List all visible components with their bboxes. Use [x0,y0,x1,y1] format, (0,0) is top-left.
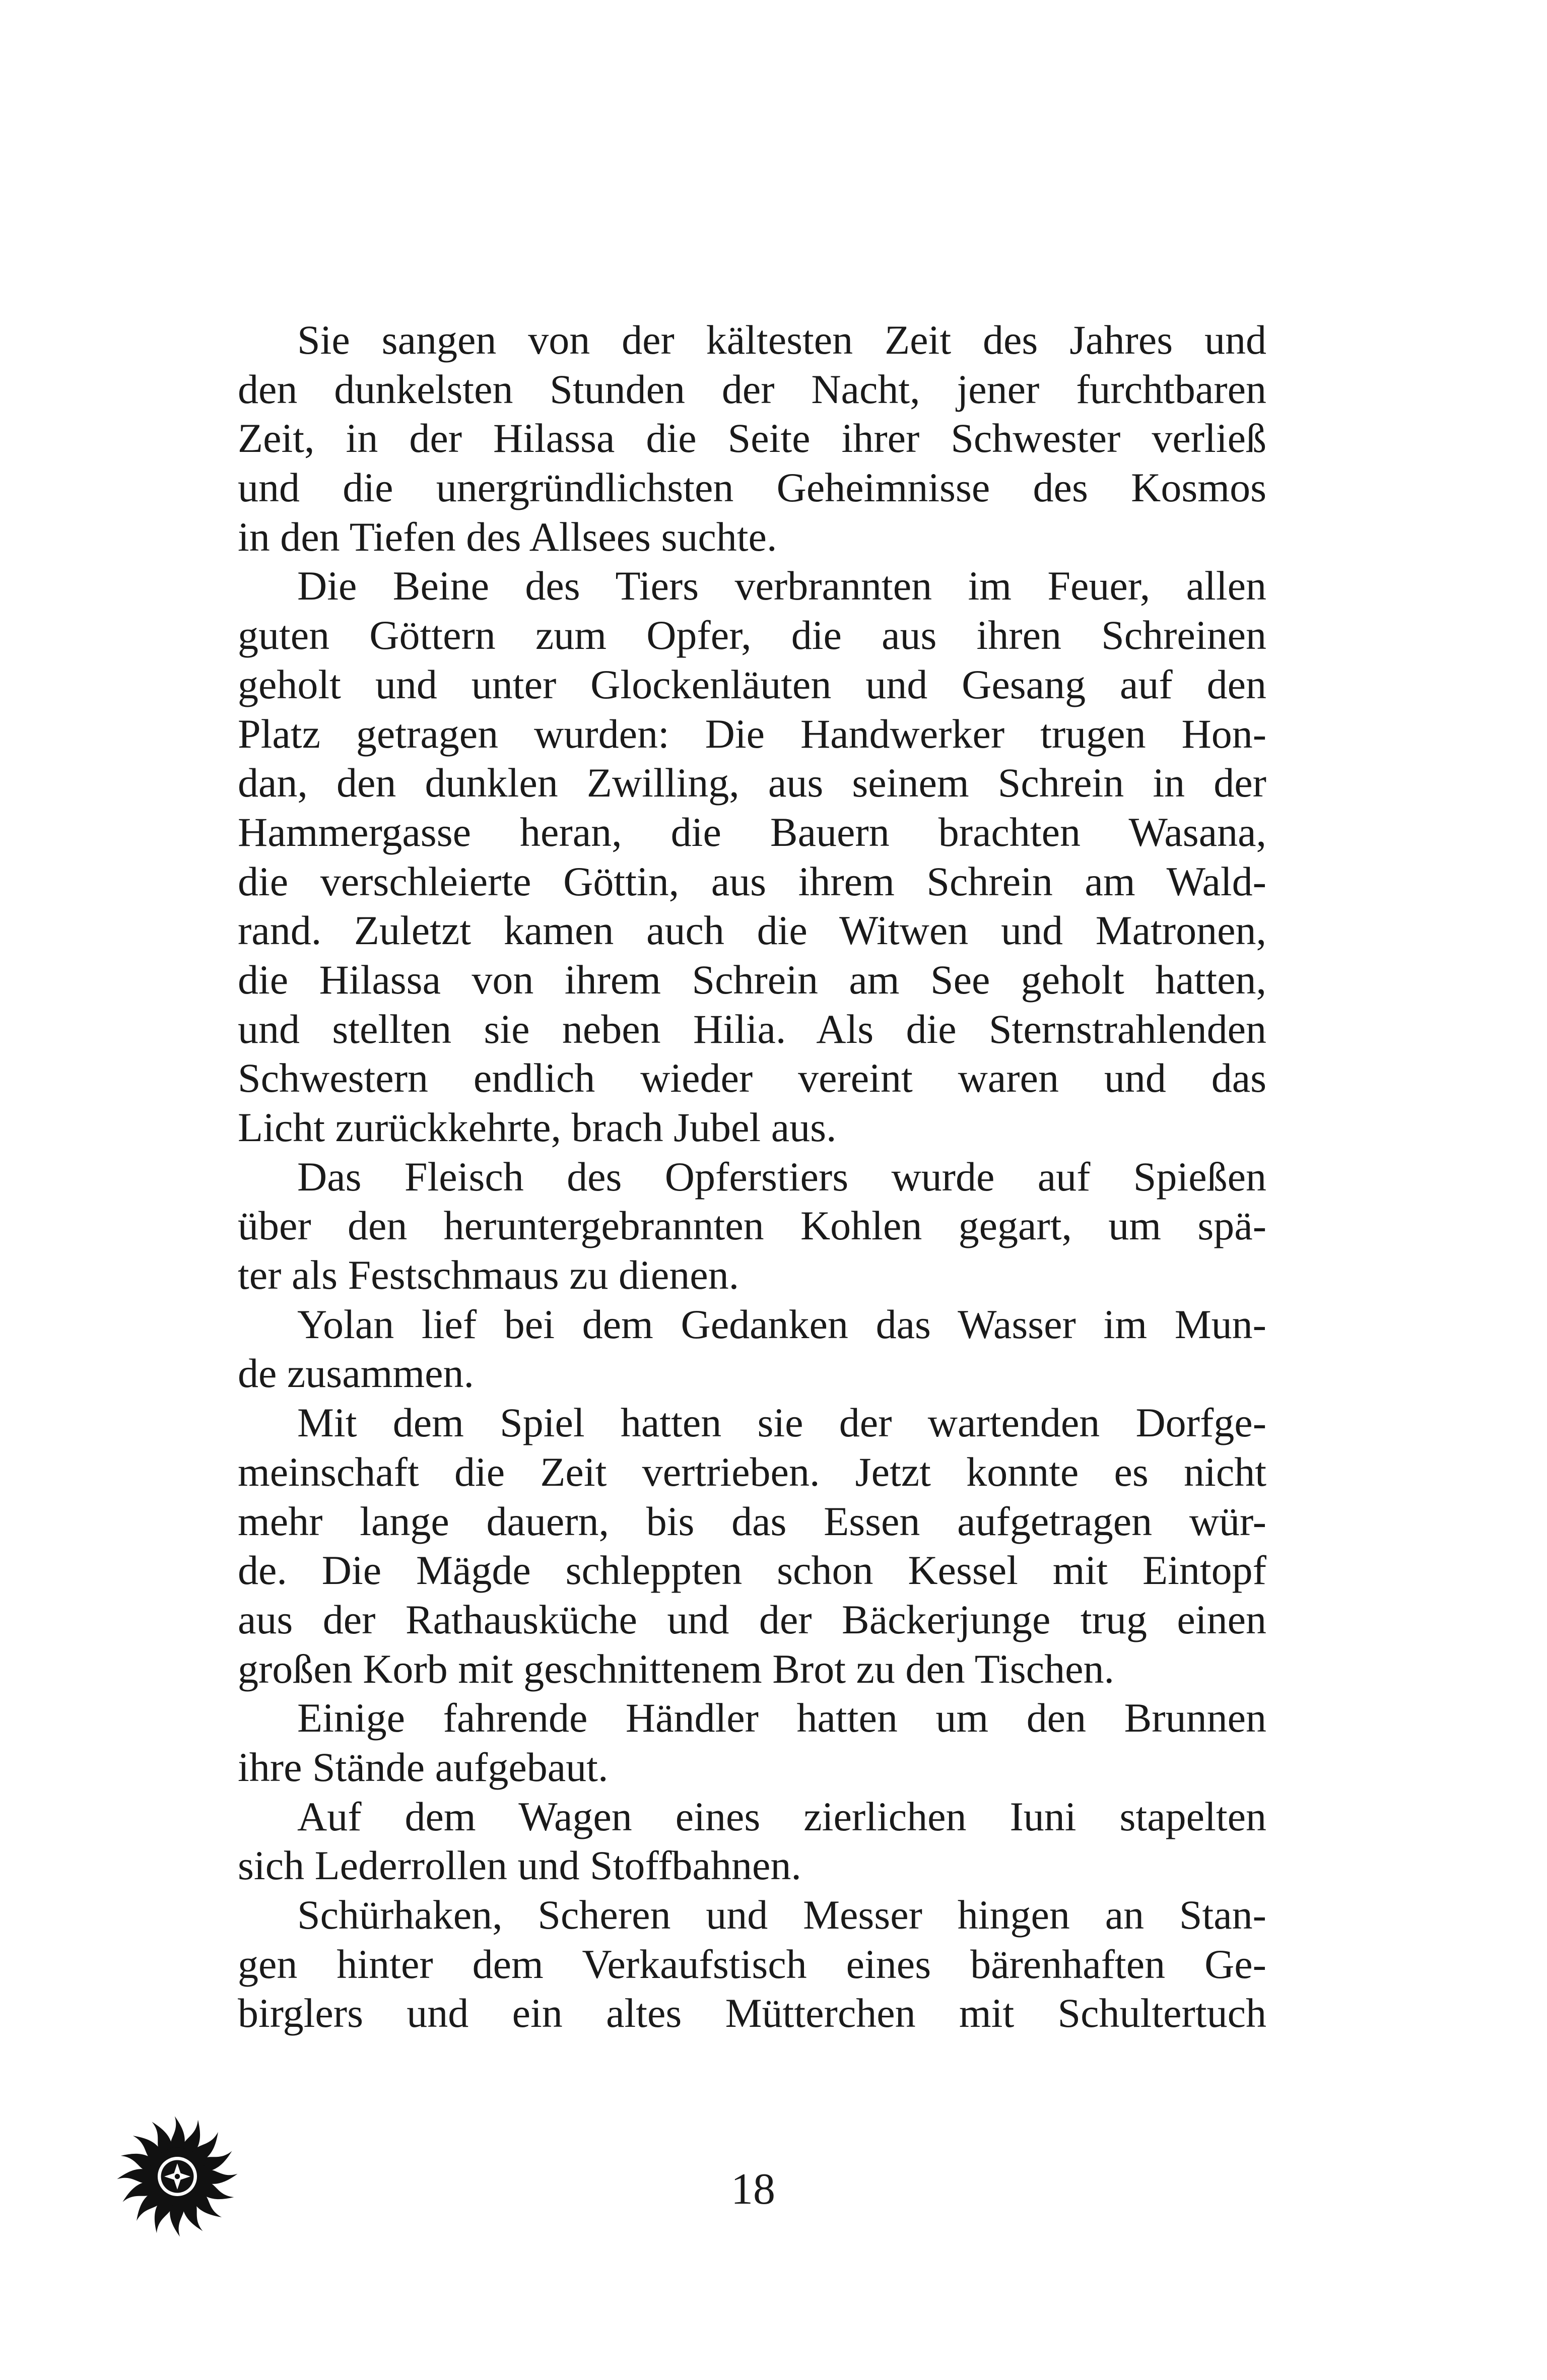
text-line: den dunkelsten Stunden der Nacht, jener furchtbaren [238,366,1266,412]
text-line: großen Korb mit geschnittenem Brot zu den Tischen. [238,1645,1114,1692]
ornament-ray [170,2203,184,2237]
text-line: Platz getragen wurden: Die Handwerker trugen Hon- [238,710,1266,757]
text-line: Licht zurückkehrte, brach Jubel aus. [238,1104,837,1150]
text-line: Die Beine des Tiers verbrannten im Feuer, allen [297,563,1266,609]
text-line: de. Die Mägde schleppten schon Kessel mit Eintopf [238,1547,1266,1594]
text-line: in den Tiefen des Allsees suchte. [238,513,777,560]
text-line: die Hilassa von ihrem Schrein am See geholt hatten, [238,956,1266,1003]
text-line: sich Lederrollen und Stoffbahnen. [238,1842,801,1889]
text-line: und die unergründlichsten Geheimnisse des Kosmos [238,465,1266,511]
text-line: guten Göttern zum Opfer, die aus ihren Schreinen [238,612,1266,658]
body-text [238,315,1266,2038]
text-line: Hammergasse heran, die Bauern brachten Wasana, [238,809,1266,855]
text-line: Das Fleisch des Opferstiers wurde auf Spießen [297,1153,1266,1200]
text-line: die verschleierte Göttin, aus ihrem Schrein am Wald- [238,858,1266,904]
text-line: Schürhaken, Scheren und Messer hingen an Stan- [297,1892,1266,1938]
text-line: Zeit, in der Hilassa die Seite ihrer Schwester verließ [238,415,1266,461]
text-line: und stellten sie neben Hilia. Als die Sternstrahlenden [238,1006,1266,1052]
text-line: ter als Festschmaus zu dienen. [238,1252,739,1298]
ornament-ray [204,2169,238,2184]
text-line: de zusammen. [238,1350,475,1397]
text-line: Auf dem Wagen eines zierlichen Iuni stapelten [297,1793,1266,1839]
text-line: dan, den dunklen Zwilling, aus seinem Schrein in der [238,760,1266,806]
text-line: Schwestern endlich wieder vereint waren und das [238,1055,1266,1101]
page-number: 18 [731,2165,775,2214]
text-line: birglers und ein altes Mütterchen mit Schultertuch [238,1990,1266,2036]
text-line: rand. Zuletzt kamen auch die Witwen und Matronen, [238,907,1266,954]
text-line: Sie sangen von der kältesten Zeit des Jahres und [297,317,1266,363]
text-line: geholt und unter Glockenläuten und Gesang auf den [238,661,1266,707]
ornament-ray [170,2116,185,2150]
text-line: über den heruntergebrannten Kohlen gegart, um spä- [238,1203,1266,1249]
text-line: ihre Stände aufgebaut. [238,1744,609,1790]
text-line: meinschaft die Zeit vertrieben. Jetzt konnte es nicht [238,1448,1266,1495]
text-line: aus der Rathausküche und der Bäckerjunge trug einen [238,1596,1266,1642]
text-line: Yolan lief bei dem Gedanken das Wasser im Mun- [297,1301,1266,1347]
text-line: mehr lange dauern, bis das Essen aufgetragen wür- [238,1498,1266,1544]
text-line: Mit dem Spiel hatten sie der wartenden Dorfge- [297,1400,1266,1446]
text-line: Einige fahrende Händler hatten um den Brunnen [297,1695,1266,1741]
sun-star-ornament-icon [112,2111,243,2242]
text-line: gen hinter dem Verkaufstisch eines bärenhaften Ge- [238,1941,1266,1987]
ornament-ray [117,2169,151,2184]
